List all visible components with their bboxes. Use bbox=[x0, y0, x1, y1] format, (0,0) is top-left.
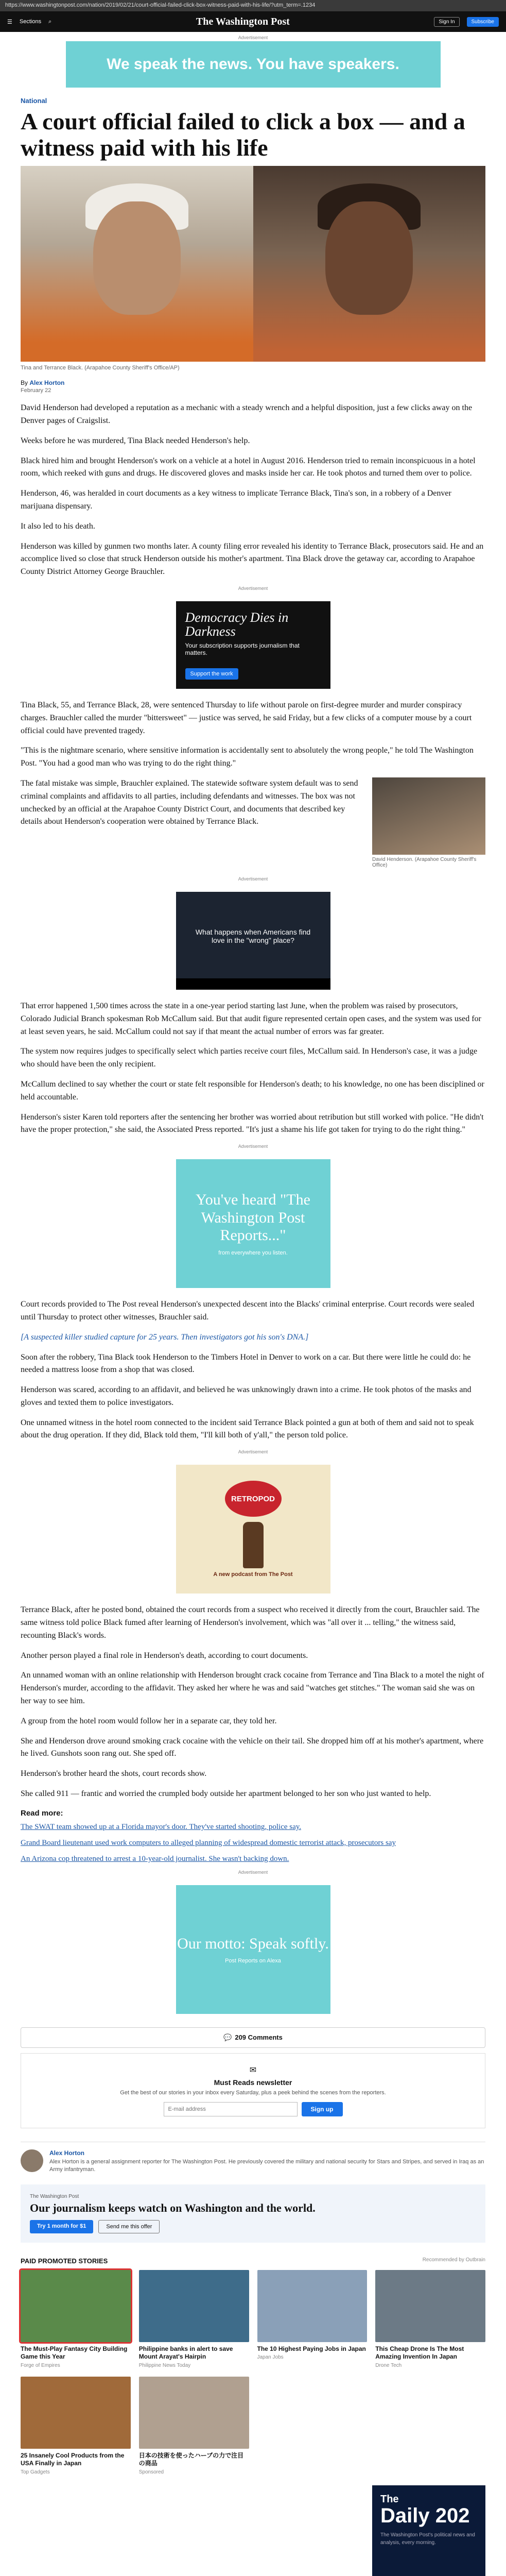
paragraph: Henderson, 46, was heralded in court documents as a key witness to implicate Terrance Black, Tina's son, in a robbery of a Denver marijuana dispensary. bbox=[21, 489, 451, 511]
author-bio bbox=[21, 2142, 485, 2174]
podcast-ad-headline: You've heard "The Washington Post Reports..." bbox=[196, 1191, 310, 1244]
retropod-logo: RETROPOD bbox=[225, 1481, 282, 1517]
envelope-icon: ✉ bbox=[249, 2065, 257, 2075]
alexa-ad-sub: Post Reports on Alexa bbox=[225, 1958, 281, 1964]
mugshot-right bbox=[253, 166, 486, 362]
daily-202-the: The bbox=[380, 2494, 399, 2505]
paragraph: Henderson's brother heard the shots, court records show. bbox=[21, 1769, 207, 1778]
cta-headline: Our journalism keeps watch on Washington and the world. bbox=[30, 2201, 316, 2214]
paragraph: The system now requires judges to specifically select which parties receive court files, McCallum said. In Henderson's case, it was a judge who should have been the only recipient. bbox=[21, 1047, 478, 1069]
paid-card-image bbox=[139, 2270, 249, 2342]
video-ad-text: What happens when Americans find love in the "wrong" place? bbox=[195, 927, 311, 944]
paid-card[interactable] bbox=[21, 2270, 131, 2368]
hero-image bbox=[21, 166, 485, 362]
paid-card-image bbox=[21, 2270, 131, 2342]
paid-card[interactable] bbox=[139, 2377, 249, 2475]
top-banner-ad[interactable]: We speak the news. You have speakers. bbox=[66, 41, 441, 88]
paid-card-source: Top Gadgets bbox=[21, 2469, 50, 2475]
daily-202-title: Daily 202 bbox=[380, 2504, 470, 2527]
paragraph: Henderson's sister Karen told reporters after the sentencing her brother was worried about retribution but still worked with police. "He didn't have the proper protection," she said, the Associated Press reported. "It's just a shame his life got taken for trying to do the right thing." bbox=[21, 1112, 484, 1134]
paid-card-title: This Cheap Drone Is The Most Amazing Invention In Japan bbox=[375, 2345, 464, 2361]
paid-card[interactable] bbox=[139, 2270, 249, 2368]
article-body bbox=[21, 402, 485, 2014]
paragraph: Tina Black, 55, and Terrance Black, 28, were sentenced Thursday to life without parole on first-degree murder and murder conspiracy charges. Brauchler called the murder "bittersweet" — justice was served, he said Friday, but a few clicks of a computer mouse by a court official could have prevented tragedy. bbox=[21, 700, 472, 735]
paid-stories-header bbox=[21, 2257, 485, 2265]
sections-button[interactable]: Sections bbox=[19, 19, 42, 25]
site-header bbox=[0, 11, 506, 32]
newsletter-signup bbox=[21, 2053, 485, 2128]
browser-url-bar[interactable]: https://www.washingtonpost.com/nation/2019/02/21/court-official-failed-click-box-witness-paid-with-his-life/?utm_term=.1234 bbox=[0, 0, 506, 11]
paid-card-source: Forge of Empires bbox=[21, 2362, 60, 2368]
publish-date: February 22 bbox=[21, 387, 51, 394]
ad-label: Advertisement bbox=[238, 1449, 268, 1455]
paid-stories-title: PAID PROMOTED STORIES bbox=[21, 2257, 108, 2265]
author-link[interactable]: Alex Horton bbox=[29, 379, 65, 387]
paragraph: Soon after the robbery, Tina Black took Henderson to the Timbers Hotel in Denver to work on a car. But there were little he could do: he needed a mattress loose from a shop that was closed. bbox=[21, 1352, 471, 1375]
paid-card-source: Sponsored bbox=[138, 2469, 164, 2475]
video-controls[interactable] bbox=[176, 978, 330, 990]
promo-subtitle: Your subscription supports journalism that matters. bbox=[185, 641, 300, 656]
paid-card[interactable] bbox=[375, 2270, 485, 2368]
trial-button[interactable]: Try 1 month for $1 bbox=[30, 2220, 93, 2233]
paragraph: A group from the hotel room would follow her in a separate car, they told her. bbox=[21, 1716, 277, 1725]
masthead-logo[interactable]: The Washington Post bbox=[196, 15, 290, 27]
alexa-ad-headline: Our motto: Speak softly. bbox=[177, 1935, 329, 1952]
article bbox=[0, 97, 506, 2576]
daily-202-ad[interactable] bbox=[372, 2485, 485, 2576]
podcast-ad-sub: from everywhere you listen. bbox=[218, 1249, 288, 1256]
paragraph: Weeks before he was murdered, Tina Black needed Henderson's help. bbox=[21, 436, 250, 445]
paid-card[interactable] bbox=[21, 2377, 131, 2475]
paid-stories-grid bbox=[21, 2270, 485, 2475]
send-offer-button[interactable]: Send me this offer bbox=[98, 2220, 160, 2233]
paragraph: An unnamed woman with an online relationship with Henderson brought crack cocaine from Terrance and Tina Black to a motel the night of Henderson's murder, according to the affidavit. They asked her where he was and said "watches get stitches." The woman said she was on her way to see him. bbox=[21, 1671, 484, 1706]
ad-label: Advertisement bbox=[238, 876, 268, 882]
subscribe-cta bbox=[21, 2184, 485, 2243]
paid-card-title: Philippine banks in alert to save Mount Arayat's Hairpin bbox=[138, 2345, 233, 2361]
menu-icon[interactable]: ☰ bbox=[7, 19, 12, 25]
byline-prefix: By bbox=[21, 379, 28, 387]
comments-count: 209 Comments bbox=[235, 2033, 283, 2042]
promo-ad[interactable] bbox=[176, 601, 330, 689]
paragraph: David Henderson had developed a reputation as a mechanic with a steady wrench and a helpful disposition, just a few clicks away on the Denver pages of Craigslist. bbox=[21, 403, 473, 425]
paid-card-source: Japan Jobs bbox=[257, 2354, 284, 2361]
hero-caption: Tina and Terrance Black. (Arapahoe County Sheriff's Office/AP) bbox=[21, 365, 180, 371]
author-name[interactable]: Alex Horton bbox=[49, 2149, 85, 2157]
henderson-photo bbox=[372, 777, 485, 855]
paragraph: Terrance Black, after he posted bond, obtained the court records from a suspect who received it directly from the court, Brauchler said. The same witness told police Black fumed after learning of Henderson's involvement, which was "all over it ... telling," the witness said, recounting Black's words. bbox=[21, 1605, 480, 1640]
paragraph: She and Henderson drove around smoking crack cocaine with the vehicle on their tail. She dropped him off at his mother's apartment, where he lived. Gunshots soon rang out. She sped off. bbox=[21, 1736, 484, 1758]
retropod-text: A new podcast from The Post bbox=[213, 1571, 293, 1578]
promo-cta-button[interactable]: Support the work bbox=[185, 668, 238, 680]
sign-up-button[interactable]: Sign up bbox=[302, 2102, 343, 2116]
paid-card-image bbox=[139, 2377, 249, 2449]
avatar bbox=[21, 2149, 43, 2172]
paid-card-image bbox=[375, 2270, 485, 2342]
podcast-ad[interactable] bbox=[176, 1159, 330, 1288]
comments-button[interactable] bbox=[21, 2027, 485, 2048]
byline bbox=[21, 379, 485, 386]
comment-icon: 💬 bbox=[223, 2033, 232, 2041]
paid-card-image bbox=[257, 2270, 368, 2342]
paragraph: McCallum declined to say whether the court or state felt responsible for Henderson's death; to his knowledge, no one has been disciplined or held accountable. bbox=[21, 1079, 484, 1101]
section-kicker[interactable]: National bbox=[21, 97, 47, 105]
promo-title: Democracy Dies in Darkness bbox=[185, 609, 289, 639]
paragraph: "This is the nightmare scenario, where sensitive information is accidentally sent to absolutely the wrong people," he told The Washington Post. "You had a good man who was trying to do the right thing." bbox=[21, 746, 474, 768]
retropod-ad[interactable] bbox=[176, 1465, 330, 1594]
read-more-link[interactable]: The SWAT team showed up at a Florida mayor's door. They've started shooting, police say. bbox=[21, 1822, 302, 1831]
outbrain-label[interactable]: Recommended by Outbrain bbox=[422, 2257, 485, 2263]
paragraph: One unnamed witness in the hotel room connected to the incident said Terrance Black pointed a gun at both of them and said not to speak about the drug operation. If they did, Black told them, "I'll kill both of y'all," the person told police. bbox=[21, 1418, 474, 1440]
paid-card-source: Philippine News Today bbox=[138, 2362, 191, 2368]
newsletter-desc: Get the best of our stories in your inbox every Saturday, plus a peek behind the scenes from the reporters. bbox=[120, 2089, 386, 2096]
paid-card-title: The Must-Play Fantasy City Building Game this Year bbox=[21, 2345, 128, 2361]
email-field[interactable] bbox=[164, 2102, 298, 2116]
paid-card-title: The 10 Highest Paying Jobs in Japan bbox=[257, 2345, 366, 2352]
related-link[interactable]: [A suspected killer studied capture for 25 years. Then investigators got his son's DNA.] bbox=[21, 1332, 309, 1342]
author-bio-text: Alex Horton is a general assignment reporter for The Washington Post. He previously covered the military and national security for Stars and Stripes, and served in Iraq as an Army infantryman. bbox=[49, 2158, 484, 2173]
cta-label: The Washington Post bbox=[30, 2193, 79, 2199]
read-more-label: Read more: bbox=[21, 1808, 63, 1818]
paragraph: Another person played a final role in Henderson's death, according to court documents. bbox=[21, 1651, 308, 1660]
read-more-link[interactable]: Grand Board lieutenant used work computers to alleged planning of widespread domestic terrorist attack, prosecutors say bbox=[21, 1838, 396, 1847]
video-ad[interactable] bbox=[176, 892, 330, 990]
side-photo bbox=[372, 777, 485, 868]
paid-card[interactable] bbox=[257, 2270, 368, 2368]
headline: A court official failed to click a box — and a witness paid with his life bbox=[21, 108, 465, 161]
ad-label: Advertisement bbox=[238, 585, 268, 591]
subscribe-button[interactable]: Subscribe bbox=[467, 17, 499, 27]
paid-card-title: 日本の技術を使ったハーブの力で注目の商品 bbox=[138, 2451, 244, 2467]
mugshot-left bbox=[21, 166, 253, 362]
ad-label: Advertisement bbox=[238, 35, 268, 40]
search-icon[interactable]: ⌕ bbox=[48, 18, 52, 25]
paragraph: Henderson was killed by gunmen two months later. A county filing error revealed his identity to Terrance Black, prosecutors said. He and an accomplice lived so close that struck Henderson outside his mother's apartment. Tina Black drove the getaway car, according to Arapahoe County District Attorney George Brauchler. bbox=[21, 541, 484, 577]
daily-202-desc: The Washington Post's political news and analysis, every morning. bbox=[380, 2532, 475, 2546]
paragraph: Black hired him and brought Henderson's work on a vehicle at a hotel in August 2016. Henderson tried to remain inconspicuous in a hotel room, which reeked with guns and drugs. He discovered gloves and masks inside her car. He took photos and turned them over to police. bbox=[21, 456, 476, 478]
paid-card-title: 25 Insanely Cool Products from the USA Finally in Japan bbox=[21, 2451, 125, 2467]
paragraph: Court records provided to The Post reveal Henderson's unexpected descent into the Blacks' criminal enterprise. Court records were sealed until Thursday to protect other witnesses, Brauchler said. bbox=[21, 1300, 475, 1321]
ad-label: Advertisement bbox=[238, 1144, 268, 1149]
paragraph: It also led to his death. bbox=[21, 521, 95, 531]
paragraph: The fatal mistake was simple, Brauchler explained. The statewide software system default was to send criminal complaints and affidavits to all parties, including defendants and witnesses. The box was not unchecked by an official at the Arapahoe County District Court, and documents that described key details about Henderson's cooperation were obtained by Terrance Black. bbox=[21, 778, 358, 826]
newsletter-title: Must Reads newsletter bbox=[214, 2078, 292, 2087]
alexa-ad[interactable] bbox=[176, 1885, 330, 2014]
paragraph: She called 911 — frantic and worried the crumpled body outside her apartment belonged to her son who just wanted to help. bbox=[21, 1789, 431, 1799]
ad-label: Advertisement bbox=[238, 1869, 268, 1875]
sign-in-button[interactable]: Sign In bbox=[434, 17, 459, 27]
paragraph: Henderson was scared, according to an affidavit, and believed he was unknowingly drawn into a crime. He took photos of the masks and gloves and texted them to police investigators. bbox=[21, 1385, 472, 1407]
paid-card-source: Drone Tech bbox=[375, 2362, 402, 2368]
side-photo-caption: David Henderson. (Arapahoe County Sheriff's Office) bbox=[372, 856, 477, 868]
read-more-list bbox=[21, 1822, 485, 1865]
bottle-icon bbox=[243, 1522, 264, 1568]
paragraph: That error happened 1,500 times across the state in a one-year period starting last June, when the problem was raised by prosecutors, Colorado Judicial Branch spokesman Rob McCallum said. But that audit figure represented certain open cases, and the system was used for at least seven years, he said. McCallum could not say if that meant the actual number of errors was far greater. bbox=[21, 1001, 481, 1036]
paid-card-image bbox=[21, 2377, 131, 2449]
read-more-link[interactable]: An Arizona cop threatened to arrest a 10-year-old journalist. She wasn't backing down. bbox=[21, 1854, 289, 1863]
